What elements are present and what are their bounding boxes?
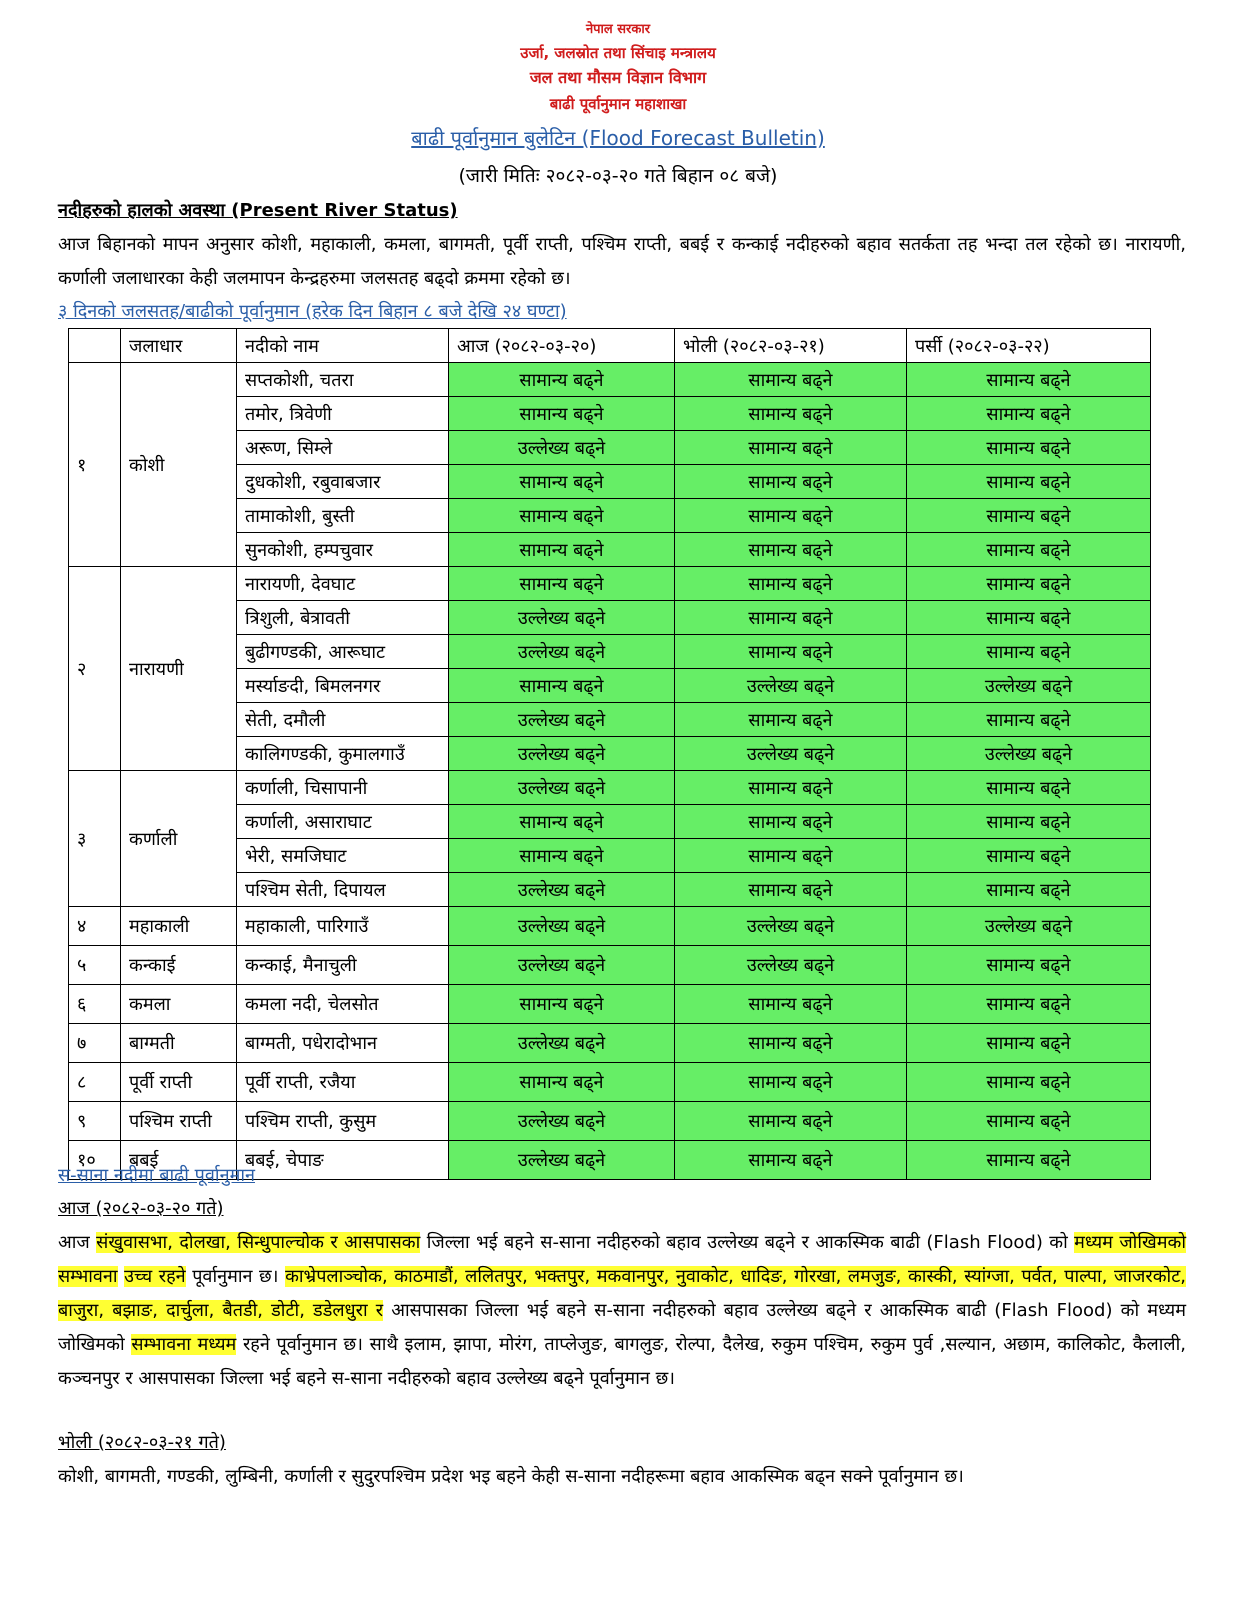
basin-name: कर्णाली xyxy=(121,771,237,907)
forecast-day3: सामान्य बढ्ने xyxy=(907,805,1151,839)
forecast-day1: उल्लेख्य बढ्ने xyxy=(449,1141,675,1180)
forecast-day1: उल्लेख्य बढ्ने xyxy=(449,703,675,737)
forecast-day1: सामान्य बढ्ने xyxy=(449,1063,675,1102)
header-day2: भोली (२०८२-०३-२१) xyxy=(675,329,907,363)
basin-number: २ xyxy=(69,567,121,771)
river-station: दुधकोशी, रबुवाबजार xyxy=(237,465,449,499)
forecast-day2: सामान्य बढ्ने xyxy=(675,635,907,669)
forecast-day2: सामान्य बढ्ने xyxy=(675,805,907,839)
forecast-day3: सामान्य बढ्ने xyxy=(907,985,1151,1024)
forecast-day3: सामान्य बढ्ने xyxy=(907,601,1151,635)
tomorrow-label: भोली (२०८२-०३-२१ गते) xyxy=(58,1432,226,1453)
river-station: तामाकोशी, बुस्ती xyxy=(237,499,449,533)
issued-date: (जारी मितिः २०८२-०३-२० गते बिहान ०८ बजे) xyxy=(458,165,778,187)
text-segment: रहने पूर्वानुमान छ। साथै इलाम, झापा, मोरंग, ताप्लेजुङ, बागलुङ, रोल्पा, दैलेख, रुकुम पश्चिम, रुकुम पुर्व ,सल्यान, अछाम, कालिकोट, कैलाली, कञ्चनपुर र आसपासका जिल्ला भई बहने स-साना नदीहरुको बहाव उल्लेख्य बढ्ने पूर्वानुमान छ। xyxy=(58,1334,1186,1389)
forecast-day2: सामान्य बढ्ने xyxy=(675,1063,907,1102)
forecast-day3: सामान्य बढ्ने xyxy=(907,363,1151,397)
forecast-day2: सामान्य बढ्ने xyxy=(675,771,907,805)
basin-name: बबई xyxy=(121,1141,237,1180)
forecast-day1: सामान्य बढ्ने xyxy=(449,397,675,431)
river-station: कालिगण्डकी, कुमालगाउँ xyxy=(237,737,449,771)
table-row xyxy=(69,1063,1151,1102)
river-station: सेती, दमौली xyxy=(237,703,449,737)
basin-number: ३ xyxy=(69,771,121,907)
basin-number: ९ xyxy=(69,1102,121,1141)
forecast-day2: सामान्य बढ्ने xyxy=(675,1024,907,1063)
river-station: पूर्वी राप्ती, रजैया xyxy=(237,1063,449,1102)
forecast-day2: सामान्य बढ्ने xyxy=(675,839,907,873)
present-status-heading: नदीहरुको हालको अवस्था (Present River Status) xyxy=(58,200,458,221)
forecast-day1: सामान्य बढ्ने xyxy=(449,669,675,703)
forecast-day2: उल्लेख्य बढ्ने xyxy=(675,946,907,985)
table-row xyxy=(69,1024,1151,1063)
basin-name: कोशी xyxy=(121,363,237,567)
header-basin: जलाधार xyxy=(121,329,237,363)
forecast-day3: सामान्य बढ्ने xyxy=(907,873,1151,907)
forecast-day1: सामान्य बढ्ने xyxy=(449,567,675,601)
river-station: बाग्मती, पधेरादोभान xyxy=(237,1024,449,1063)
forecast-day2: सामान्य बढ्ने xyxy=(675,397,907,431)
text-segment: जिल्ला भई बहने स-साना नदीहरुको बहाव उल्लेख्य बढ्ने र आकस्मिक बाढी (Flash Flood) को xyxy=(420,1232,1075,1253)
river-station: अरूण, सिम्ले xyxy=(237,431,449,465)
forecast-day3: सामान्य बढ्ने xyxy=(907,533,1151,567)
highlighted-text: सम्भावना मध्यम xyxy=(131,1334,237,1355)
text-segment: पूर्वानुमान छ। xyxy=(185,1266,286,1287)
basin-name: पश्चिम राप्ती xyxy=(121,1102,237,1141)
river-station: बबई, चेपाङ xyxy=(237,1141,449,1180)
forecast-day3: सामान्य बढ्ने xyxy=(907,499,1151,533)
header-government: नेपाल सरकार xyxy=(585,22,651,37)
basin-number: ८ xyxy=(69,1063,121,1102)
river-station: कमला नदी, चेलसोत xyxy=(237,985,449,1024)
table-row xyxy=(69,946,1151,985)
basin-number: ६ xyxy=(69,985,121,1024)
basin-name: कन्काई xyxy=(121,946,237,985)
forecast-day1: उल्लेख्य बढ्ने xyxy=(449,431,675,465)
small-rivers-heading: स-साना नदीमा बाढी पूर्वानुमान xyxy=(58,1165,255,1186)
forecast-day1: उल्लेख्य बढ्ने xyxy=(449,1102,675,1141)
river-station: भेरी, समजिघाट xyxy=(237,839,449,873)
river-station: कर्णाली, चिसापानी xyxy=(237,771,449,805)
header-division: बाढी पूर्वानुमान महाशाखा xyxy=(549,95,687,113)
text-segment: आज xyxy=(58,1232,97,1253)
basin-name: कमला xyxy=(121,985,237,1024)
basin-number: १ xyxy=(69,363,121,567)
forecast-day3: सामान्य बढ्ने xyxy=(907,1102,1151,1141)
river-station: कन्काई, मैनाचुली xyxy=(237,946,449,985)
forecast-day3: सामान्य बढ्ने xyxy=(907,635,1151,669)
forecast-day2: सामान्य बढ्ने xyxy=(675,567,907,601)
forecast-day2: सामान्य बढ्ने xyxy=(675,465,907,499)
bulletin-title: बाढी पूर्वानुमान बुलेटिन (Flood Forecast Bulletin) xyxy=(411,126,825,150)
forecast-day1: उल्लेख्य बढ्ने xyxy=(449,601,675,635)
highlighted-text: मध्यम जोखिमको सम्भावना xyxy=(58,1232,1186,1287)
tomorrow-forecast-text: कोशी, बागमती, गण्डकी, लुम्बिनी, कर्णाली र सुदुरपश्चिम प्रदेश भइ बहने केही स-साना नदीहरूमा बहाव आकस्मिक बढ्न सक्ने पूर्वानुमान छ। xyxy=(58,1466,964,1487)
river-station: मर्स्याङदी, बिमलनगर xyxy=(237,669,449,703)
forecast-day1: उल्लेख्य बढ्ने xyxy=(449,873,675,907)
forecast-day2: सामान्य बढ्ने xyxy=(675,431,907,465)
forecast-day2: सामान्य बढ्ने xyxy=(675,363,907,397)
header-department: जल तथा मौसम विज्ञान विभाग xyxy=(529,68,707,87)
forecast-day3: सामान्य बढ्ने xyxy=(907,567,1151,601)
forecast-day3: सामान्य बढ्ने xyxy=(907,703,1151,737)
forecast-day3: सामान्य बढ्ने xyxy=(907,771,1151,805)
river-station: पश्चिम सेती, दिपायल xyxy=(237,873,449,907)
highlighted-text: उच्च रहने xyxy=(124,1266,186,1287)
forecast-table xyxy=(68,328,1151,1180)
forecast-day3: उल्लेख्य बढ्ने xyxy=(907,737,1151,771)
river-station: सुनकोशी, हम्पचुवार xyxy=(237,533,449,567)
river-station: बुढीगण्डकी, आरूघाट xyxy=(237,635,449,669)
highlighted-text: संखुवासभा, दोलखा, सिन्धुपाल्चोक र आसपासका xyxy=(96,1232,421,1253)
basin-number: १० xyxy=(69,1141,121,1180)
forecast-day2: सामान्य बढ्ने xyxy=(675,873,907,907)
basin-number: ७ xyxy=(69,1024,121,1063)
basin-number: ४ xyxy=(69,907,121,946)
forecast-day2: सामान्य बढ्ने xyxy=(675,533,907,567)
table-row xyxy=(69,1102,1151,1141)
forecast-day2: सामान्य बढ्ने xyxy=(675,601,907,635)
basin-name: पूर्वी राप्ती xyxy=(121,1063,237,1102)
basin-name: बाग्मती xyxy=(121,1024,237,1063)
table-header-row xyxy=(69,329,1151,363)
forecast-day3: सामान्य बढ्ने xyxy=(907,839,1151,873)
forecast-day1: उल्लेख्य बढ्ने xyxy=(449,1024,675,1063)
forecast-day1: उल्लेख्य बढ्ने xyxy=(449,907,675,946)
river-station: तमोर, त्रिवेणी xyxy=(237,397,449,431)
table-row xyxy=(69,771,1151,805)
forecast-day3: सामान्य बढ्ने xyxy=(907,1141,1151,1180)
table-row xyxy=(69,567,1151,601)
forecast-day2: सामान्य बढ्ने xyxy=(675,1141,907,1180)
header-ministry: उर्जा, जलस्रोत तथा सिंचाइ मन्त्रालय xyxy=(520,44,716,62)
basin-name: नारायणी xyxy=(121,567,237,771)
forecast-day2: सामान्य बढ्ने xyxy=(675,985,907,1024)
forecast-day2: उल्लेख्य बढ्ने xyxy=(675,907,907,946)
forecast-day3: सामान्य बढ्ने xyxy=(907,946,1151,985)
today-label: आज (२०८२-०३-२० गते) xyxy=(58,1198,224,1219)
forecast-day1: उल्लेख्य बढ्ने xyxy=(449,946,675,985)
forecast-day3: सामान्य बढ्ने xyxy=(907,465,1151,499)
table-row xyxy=(69,363,1151,397)
forecast-day1: उल्लेख्य बढ्ने xyxy=(449,635,675,669)
river-station: सप्तकोशी, चतरा xyxy=(237,363,449,397)
forecast-day3: उल्लेख्य बढ्ने xyxy=(907,669,1151,703)
river-station: कर्णाली, असाराघाट xyxy=(237,805,449,839)
forecast-table-body xyxy=(69,363,1151,1180)
header-day3: पर्सी (२०८२-०३-२२) xyxy=(907,329,1151,363)
header-river: नदीको नाम xyxy=(237,329,449,363)
table-row xyxy=(69,985,1151,1024)
forecast-day1: सामान्य बढ्ने xyxy=(449,363,675,397)
forecast-day1: सामान्य बढ्ने xyxy=(449,499,675,533)
forecast-day1: सामान्य बढ्ने xyxy=(449,465,675,499)
river-station: महाकाली, पारिगाउँ xyxy=(237,907,449,946)
forecast-day2: सामान्य बढ्ने xyxy=(675,1102,907,1141)
present-status-text: आज बिहानको मापन अनुसार कोशी, महाकाली, कमला, बागमती, पूर्वी राप्ती, पश्चिम राप्ती, बबई र कन्काई नदीहरुको बहाव सतर्कता तह भन्दा तल रहेको छ। नारायणी, कर्णाली जलाधारका केही जलमापन केन्द्रहरुमा जलसतह बढ्दो क्रममा रहेको छ। xyxy=(58,234,1186,289)
today-forecast-text xyxy=(58,1226,1186,1396)
highlighted-text: काभ्रेपलाञ्चोक, काठमाडौं, ललितपुर, भक्तपुर, मकवानपुर, नुवाकोट, धादिङ, गोरखा, लमजुङ, कास्की, स्यांग्जा, पर्वत, पाल्पा, जाजरकोट, बाजुरा, बझाङ, दार्चुला, बैतडी, डोटी, डडेलधुरा र xyxy=(58,1266,1186,1321)
text-segment: आसपासका जिल्ला भई बहने स-साना नदीहरुको बहाव उल्लेख्य बढ्ने र आकस्मिक बाढी (Flash Flood) को मध्यम जोखिमको xyxy=(58,1300,1186,1355)
forecast-day2: सामान्य बढ्ने xyxy=(675,703,907,737)
forecast-day3: उल्लेख्य बढ्ने xyxy=(907,907,1151,946)
forecast-day1: सामान्य बढ्ने xyxy=(449,533,675,567)
river-station: नारायणी, देवघाट xyxy=(237,567,449,601)
forecast-day1: सामान्य बढ्ने xyxy=(449,985,675,1024)
forecast-day3: सामान्य बढ्ने xyxy=(907,1024,1151,1063)
river-station: पश्चिम राप्ती, कुसुम xyxy=(237,1102,449,1141)
river-station: त्रिशुली, बेत्रावती xyxy=(237,601,449,635)
forecast-day1: उल्लेख्य बढ्ने xyxy=(449,737,675,771)
forecast-day3: सामान्य बढ्ने xyxy=(907,397,1151,431)
forecast-day2: सामान्य बढ्ने xyxy=(675,499,907,533)
table-row xyxy=(69,907,1151,946)
basin-number: ५ xyxy=(69,946,121,985)
forecast-day3: सामान्य बढ्ने xyxy=(907,431,1151,465)
forecast-day1: सामान्य बढ्ने xyxy=(449,805,675,839)
forecast-day1: उल्लेख्य बढ्ने xyxy=(449,771,675,805)
basin-name: महाकाली xyxy=(121,907,237,946)
header-num xyxy=(69,329,121,363)
forecast-day2: उल्लेख्य बढ्ने xyxy=(675,669,907,703)
header-day1: आज (२०८२-०३-२०) xyxy=(449,329,675,363)
forecast-day1: सामान्य बढ्ने xyxy=(449,839,675,873)
forecast-day2: उल्लेख्य बढ्ने xyxy=(675,737,907,771)
forecast-heading: ३ दिनको जलसतह/बाढीको पूर्वानुमान (हरेक दिन बिहान ८ बजे देखि २४ घण्टा) xyxy=(58,301,567,322)
forecast-day3: सामान्य बढ्ने xyxy=(907,1063,1151,1102)
